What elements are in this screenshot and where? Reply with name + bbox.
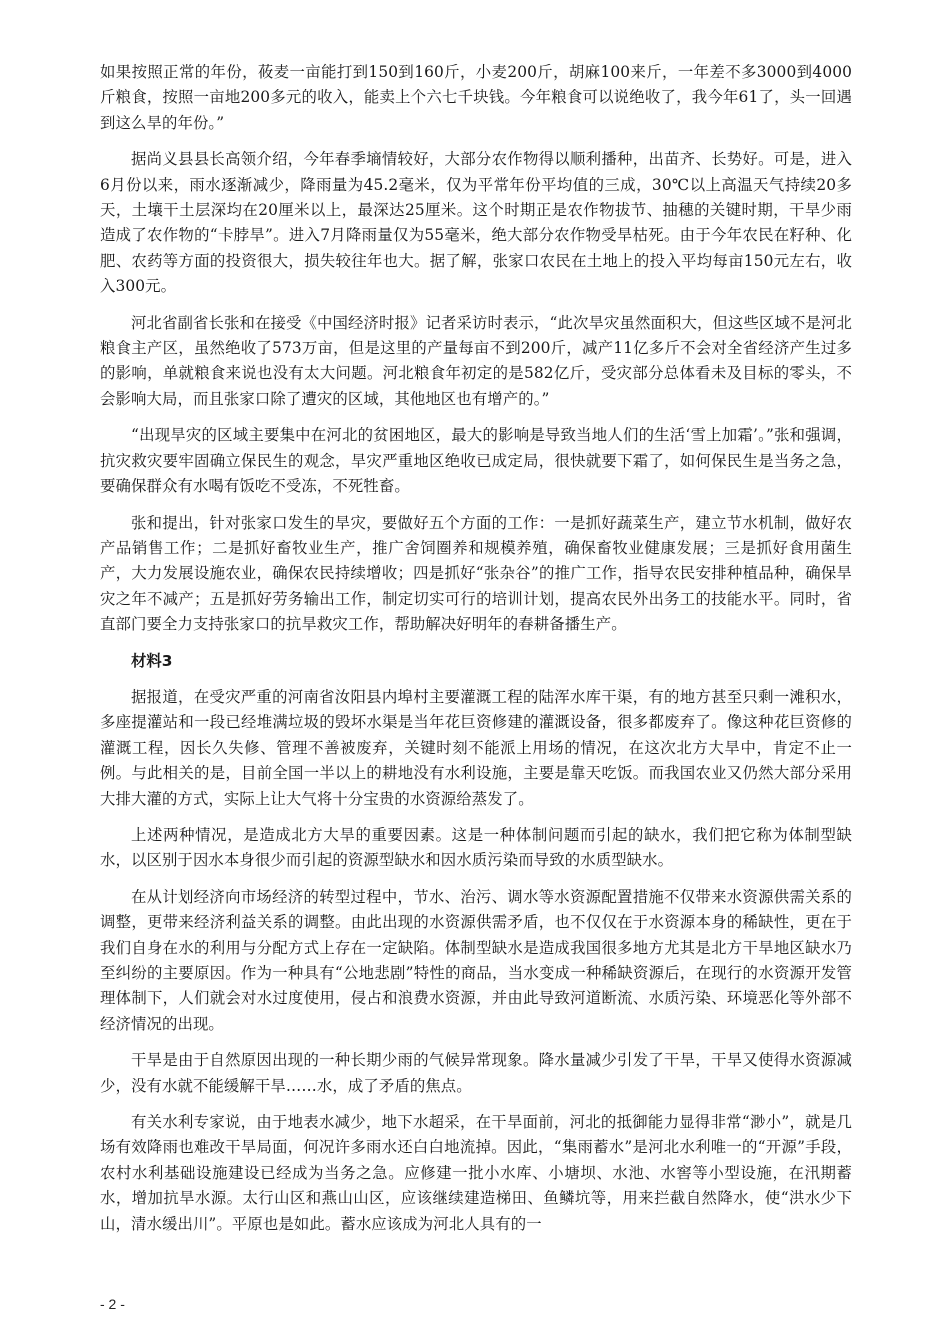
paragraph: 干旱是由于自然原因出现的一种长期少雨的气候异常现象。降水量减少引发了干旱，干旱又使得水资源减少，没有水就不能缓解干旱……水，成了矛盾的焦点。: [100, 1051, 852, 1095]
paragraph: 如果按照正常的年份，莜麦一亩能打到150到160斤，小麦200斤，胡麻100来斤，一年差不多3000到4000斤粮食，按照一亩地200多元的收入，能卖上个六七千块钱。今年粮食可以说绝收了，我今年61了，头一回遇到这么旱的年份。”: [100, 63, 852, 132]
paragraph: 上述两种情况，是造成北方大旱的重要因素。这是一种体制问题而引起的缺水，我们把它称为体制型缺水，以区别于因水本身很少而引起的资源型缺水和因水质污染而导致的水质型缺水。: [100, 825, 852, 870]
paragraph: “出现旱灾的区域主要集中在河北的贫困地区，最大的影响是导致当地人们的生活‘雪上加霜’。”张和强调，抗灾救灾要牢固确立保民生的观念，旱灾严重地区绝收已成定局，很快就要下霜了，如何保民生是当务之急，要确保群众有水喝有饭吃不受冻，不死牲畜。: [100, 426, 852, 496]
document-body: [100, 60, 852, 1248]
section-heading: 材料3: [131, 651, 173, 670]
paragraph: 河北省副省长张和在接受《中国经济时报》记者采访时表示，“此次旱灾虽然面积大，但这些区域不是河北粮食主产区，虽然绝收了573万亩，但是这里的产量每亩不到200斤，减产11亿多斤不会对全省经济产生过多的影响，单就粮食来说也没有太大问题。河北粮食年初定的是582亿斤，受灾部分总体看未及目标的零头，不会影响大局，而且张家口除了遭灾的区域，其他地区也有增产的。”: [100, 313, 852, 408]
paragraph: 据尚义县县长高领介绍，今年春季墒情较好，大部分农作物得以顺利播种，出苗齐、长势好。可是，进入6月份以来，雨水逐渐减少，降雨量为45.2毫米，仅为平常年份平均值的三成，30℃以上高温天气持续20多天，土壤干土层深均在20厘米以上，最深达25厘米。这个时期正是农作物拔节、抽穗的关键时期，干旱少雨造成了农作物的“卡脖旱”。进入7月降雨量仅为55毫米，绝大部分农作物受旱枯死。由于今年农民在籽种、化肥、农药等方面的投资很大，损失较往年也大。据了解，张家口农民在土地上的投入平均每亩150元左右，收入300元。: [100, 150, 852, 296]
paragraph: 有关水利专家说，由于地表水减少，地下水超采，在干旱面前，河北的抵御能力显得非常“渺小”，就是几场有效降雨也难改干旱局面，何况许多雨水还白白地流掉。因此，“集雨蓄水”是河北水利唯一的“开源”手段，农村水利基础设施建设已经成为当务之急。应修建一批小水库、小塘坝、水池、水窖等小型设施，在汛期蓄水，增加抗旱水源。太行山区和燕山山区，应该继续建造梯田、鱼鳞坑等，用来拦截自然降水，使“洪水少下山，清水缓出川”。平原也是如此。蓄水应该成为河北人具有的一: [100, 1113, 852, 1233]
paragraph: 据报道，在受灾严重的河南省汝阳县内埠村主要灌溉工程的陆浑水库干渠，有的地方甚至只剩一滩积水，多座提灌站和一段已经堆满垃圾的毁坏水渠是当年花巨资修建的灌溉设备，很多都废弃了。像这种花巨资修的灌溉工程，因长久失修、管理不善被废弃，关键时刻不能派上用场的情况，在这次北方大旱中，肯定不止一例。与此相关的是，目前全国一半以上的耕地没有水利设施，主要是靠天吃饭。而我国农业又仍然大部分采用大排大灌的方式，实际上让大气将十分宝贵的水资源给蒸发了。: [100, 687, 852, 808]
page-number: - 2 -: [100, 1296, 125, 1312]
paragraph: 在从计划经济向市场经济的转型过程中，节水、治污、调水等水资源配置措施不仅带来水资源供需关系的调整，更带来经济利益关系的调整。由此出现的水资源供需矛盾，也不仅仅在于水资源本身的稀缺性，更在于我们自身在水的利用与分配方式上存在一定缺陷。体制型缺水是造成我国很多地方尤其是北方干旱地区缺水乃至纠纷的主要原因。作为一种具有“公地悲剧”特性的商品，当水变成一种稀缺资源后，在现行的水资源开发管理体制下，人们就会对水过度使用，侵占和浪费水资源，并由此导致河道断流、水质污染、环境恶化等外部不经济情况的出现。: [100, 887, 852, 1033]
paragraph: 张和提出，针对张家口发生的旱灾，要做好五个方面的工作：一是抓好蔬菜生产，建立节水机制，做好农产品销售工作；二是抓好畜牧业生产，推广舍饲圈养和规模养殖，确保畜牧业健康发展；三是抓好食用菌生产，大力发展设施农业，确保农民持续增收；四是抓好“张杂谷”的推广工作，指导农民安排种植品种，确保旱灾之年不减产；五是抓好劳务输出工作，制定切实可行的培训计划，提高农民外出务工的技能水平。同时，省直部门要全力支持张家口的抗旱救灾工作，帮助解决好明年的春耕备播生产。: [100, 513, 852, 634]
